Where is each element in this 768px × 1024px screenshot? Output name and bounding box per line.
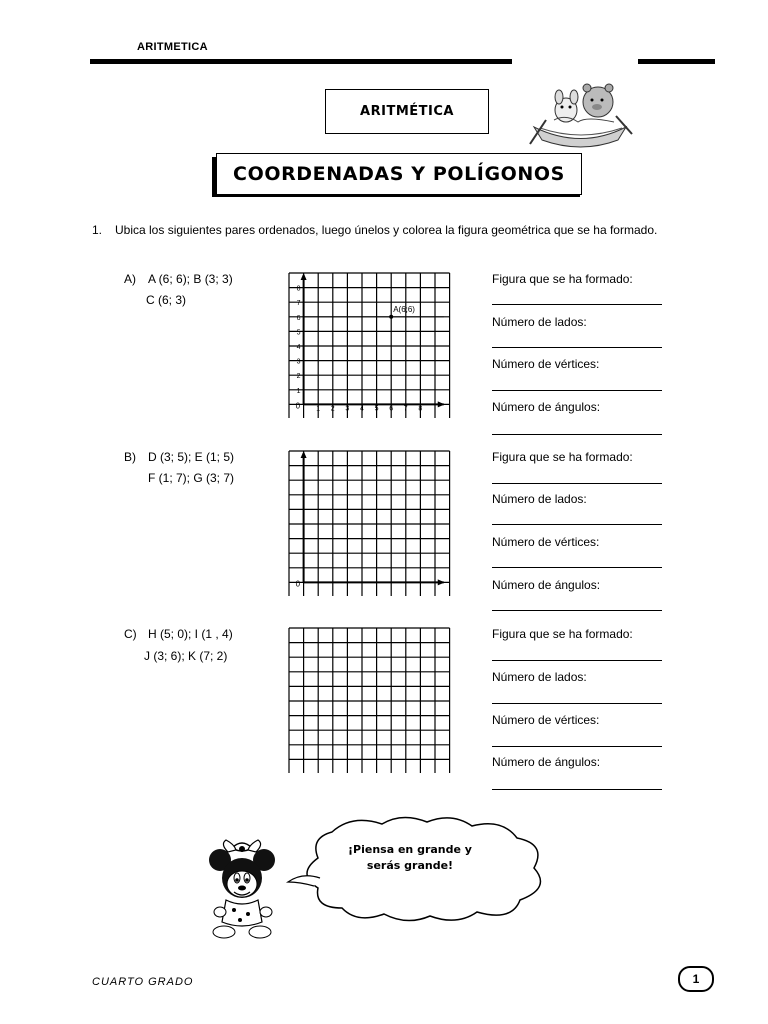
answer-c-figure-line[interactable] <box>492 660 662 661</box>
y-tick-label: 3 <box>296 358 301 366</box>
exercise-c-line1 <box>124 627 233 641</box>
question-c-sides: Número de lados: <box>492 670 587 684</box>
question-b-sides: Número de lados: <box>492 492 587 506</box>
exercise-a-points1: A (6; 6); B (3; 3) <box>148 272 233 286</box>
header-rule-right <box>638 59 715 64</box>
question-a-sides: Número de lados: <box>492 315 587 329</box>
answer-b-vertices-line[interactable] <box>492 567 662 568</box>
page-title: COORDENADAS Y POLÍGONOS <box>233 163 565 185</box>
origin-label: 0 <box>295 579 301 589</box>
y-tick-label: 4 <box>296 344 301 351</box>
y-tick-label: 1 <box>296 387 301 395</box>
x-tick-label: 5 <box>374 405 379 413</box>
subject-box <box>325 89 489 134</box>
answer-a-figure-line[interactable] <box>492 304 662 305</box>
instruction-number: 1. <box>92 223 103 237</box>
header-rule-left <box>90 59 512 64</box>
question-a-angles: Número de ángulos: <box>492 400 601 414</box>
exercise-b-letter: B) <box>124 450 136 464</box>
answer-a-sides-line[interactable] <box>492 347 662 348</box>
page-number-badge <box>678 966 714 992</box>
question-b-figure: Figura que se ha formado: <box>492 450 633 464</box>
exercise-b-points2: F (1; 7); G (3; 7) <box>148 471 235 485</box>
coordinate-grid-b <box>288 450 456 596</box>
question-b-angles: Número de ángulos: <box>492 578 601 592</box>
question-b-vertices: Número de vértices: <box>492 535 600 549</box>
y-tick-label: 7 <box>296 300 301 308</box>
x-tick-label: 6 <box>389 405 394 413</box>
x-tick-label: 2 <box>330 405 335 413</box>
y-axis-arrow-icon <box>301 451 307 458</box>
coordinate-grid-a <box>288 272 456 418</box>
y-tick-label: 2 <box>296 373 301 381</box>
answer-c-angles-line[interactable] <box>492 789 662 790</box>
animals-boat-illustration <box>526 72 636 152</box>
exercise-c-points1: H (5; 0); I (1 , 4) <box>148 627 233 641</box>
answer-a-vertices-line[interactable] <box>492 390 662 391</box>
exercise-c-letter: C) <box>124 627 137 641</box>
question-c-angles: Número de ángulos: <box>492 755 601 769</box>
x-axis-arrow-icon <box>438 579 445 585</box>
y-tick-label: 8 <box>296 285 301 293</box>
footer-grade: CUARTO GRADO <box>92 976 194 988</box>
question-a-vertices: Número de vértices: <box>492 357 600 371</box>
x-axis-arrow-icon <box>438 401 445 407</box>
origin-label: 0 <box>295 401 301 411</box>
x-tick-label: 1 <box>316 405 321 413</box>
subject-label: ARITMÉTICA <box>360 104 454 119</box>
y-axis-arrow-icon <box>301 273 307 280</box>
page-number: 1 <box>692 972 700 986</box>
header-title: ARITMETICA <box>137 41 208 53</box>
x-tick-label: 7 <box>403 405 408 413</box>
exercise-b-points1: D (3; 5); E (1; 5) <box>148 450 235 464</box>
question-c-vertices: Número de vértices: <box>492 713 600 727</box>
y-tick-label: 5 <box>296 329 301 337</box>
answer-c-vertices-line[interactable] <box>492 746 662 747</box>
answer-a-angles-line[interactable] <box>492 434 662 435</box>
instruction <box>92 223 657 237</box>
exercise-a-points2: C (6; 3) <box>146 293 187 307</box>
coordinate-grid-c <box>288 627 456 773</box>
x-tick-label: 4 <box>360 405 364 413</box>
answer-b-angles-line[interactable] <box>492 610 662 611</box>
exercise-b-line1 <box>124 450 234 464</box>
point-a-marker <box>389 315 393 319</box>
title-box <box>216 153 582 195</box>
bubble-text <box>330 842 490 874</box>
answer-c-sides-line[interactable] <box>492 703 662 704</box>
question-c-figure: Figura que se ha formado: <box>492 627 633 641</box>
answer-b-sides-line[interactable] <box>492 524 662 525</box>
bubble-line2: serás grande! <box>366 859 454 872</box>
instruction-text: Ubica los siguientes pares ordenados, luego únelos y colorea la figura geométrica que se ha formado. <box>115 223 658 237</box>
bubble-line1: ¡Piensa en grande y <box>348 843 472 856</box>
exercise-c-points2: J (3; 6); K (7; 2) <box>144 649 228 663</box>
x-tick-label: 3 <box>345 405 350 413</box>
point-a-label: A(6;6) <box>393 304 415 314</box>
y-tick-label: 6 <box>296 314 301 322</box>
exercise-a-line1 <box>124 272 233 286</box>
answer-b-figure-line[interactable] <box>492 483 662 484</box>
question-a-figure: Figura que se ha formado: <box>492 272 633 286</box>
x-tick-label: 8 <box>418 405 423 413</box>
exercise-a-letter: A) <box>124 272 136 286</box>
